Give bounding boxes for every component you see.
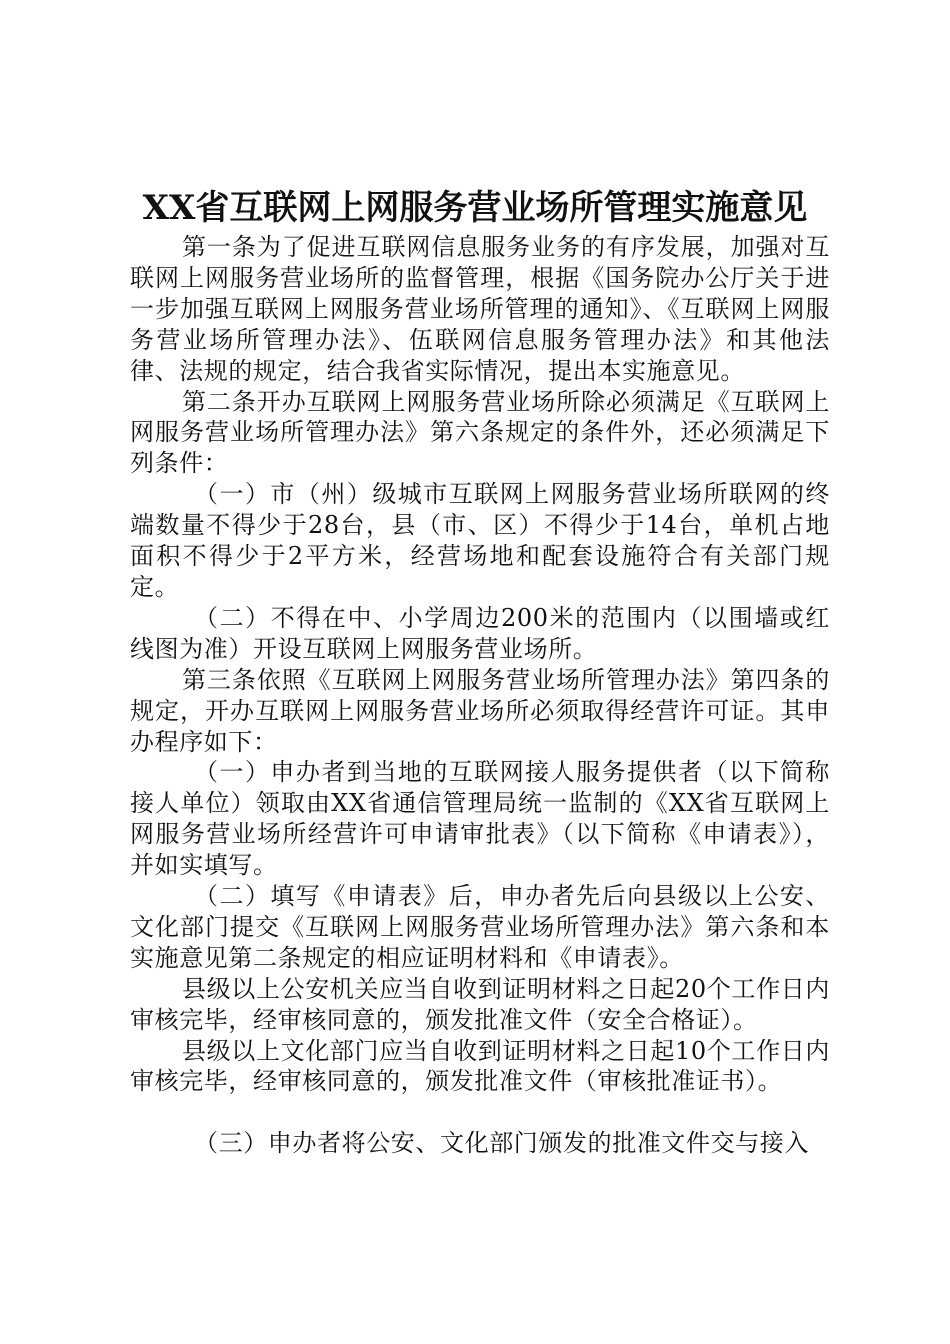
paragraph-article-1: 第一条为了促进互联网信息服务业务的有序发展，加强对互联网上网服务营业场所的监督管理，根据《国务院办公厅关于进一步加强互联网上网服务营业场所管理的通知》、《互联网上网服务营业场所管理办法》、伍联网信息服务管理办法》和其他法律、法规的规定，结合我省实际情况，提出本实施意见。 <box>130 233 830 385</box>
paragraph-article-3: 第三条依照《互联网上网服务营业场所管理办法》第四条的规定，开办互联网上网服务营业场所必须取得经营许可证。其申办程序如下： <box>130 665 830 756</box>
paragraph-culture-review: 县级以上文化部门应当自收到证明材料之日起10个工作日内审核完毕，经审核同意的，颁发批准文件（审核批准证书）。 <box>130 1036 830 1096</box>
paragraph-article-3-item-1: （一）申办者到当地的互联网接人服务提供者（以下简称接人单位）领取由XX省通信管理局统一监制的《XX省互联网上网服务营业场所经营许可申请审批表》（以下简称《申请表》），并如实填写。 <box>130 758 830 880</box>
paragraph-article-3-item-3: （三）申办者将公安、文化部门颁发的批准文件交与接入 <box>194 1129 809 1158</box>
paragraph-article-3-item-2: （二）填写《申请表》后，申办者先后向县级以上公安、文化部门提交《互联网上网服务营业场所管理办法》第六条和本实施意见第二条规定的相应证明材料和《申请表》。 <box>130 882 830 972</box>
paragraph-article-2-item-1: （一）市（州）级城市互联网上网服务营业场所联网的终端数量不得少于28台，县（市、区）不得少于14台，单机占地面积不得少于2平方米，经营场地和配套设施符合有关部门规定。 <box>130 480 830 601</box>
paragraph-article-2-item-2: （二）不得在中、小学周边200米的范围内（以围墙或红线图为准）开设互联网上网服务营业场所。 <box>130 603 830 663</box>
document-title: XX省互联网上网服务营业场所管理实施意见 <box>142 188 808 228</box>
paragraph-police-review: 县级以上公安机关应当自收到证明材料之日起20个工作日内审核完毕，经审核同意的，颁发批准文件（安全合格证）。 <box>130 974 830 1034</box>
document-body <box>130 232 830 1159</box>
paragraph-article-2: 第二条开办互联网上网服务营业场所除必须满足《互联网上网服务营业场所管理办法》第六条规定的条件外，还必须满足下列条件： <box>130 387 830 478</box>
